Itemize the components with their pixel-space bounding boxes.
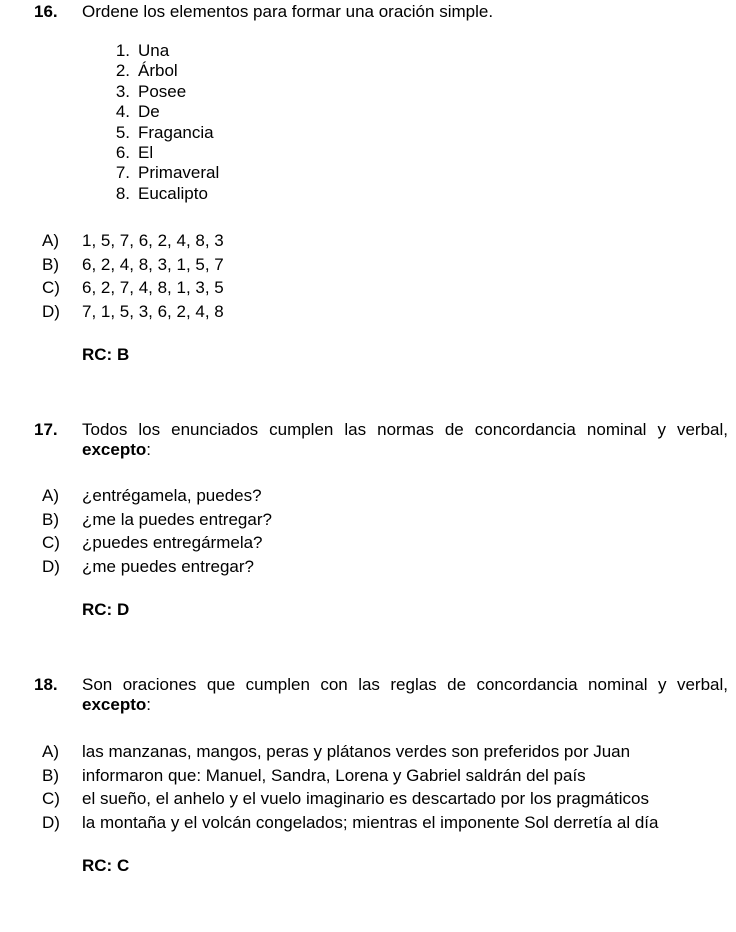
prompt-line: Son oraciones que cumplen con las reglas de concordancia nominal y verbal, [82, 675, 728, 694]
question-18-answer-key: RC: C [82, 856, 130, 875]
option-letter: B) [42, 765, 59, 785]
list-item [108, 143, 219, 163]
prompt-emphasis: excepto [82, 440, 147, 459]
question-16-items [108, 41, 219, 204]
question-16-options [42, 229, 224, 324]
option-text: ¿me la puedes entregar? [82, 509, 272, 529]
answer-option [42, 300, 224, 324]
option-letter: C) [42, 533, 60, 553]
question-prompt [82, 675, 728, 715]
item-label: De [138, 102, 160, 122]
option-text: ¿entrégamela, puedes? [82, 486, 262, 505]
item-number: 3. [115, 81, 130, 101]
option-letter: D) [42, 557, 60, 577]
item-number: 6. [115, 142, 130, 162]
list-item [108, 41, 219, 61]
answer-option [42, 811, 658, 835]
item-number: 8. [115, 183, 130, 203]
answer-option [42, 253, 224, 277]
list-item [108, 184, 219, 204]
list-item [108, 163, 219, 183]
item-label: El [138, 142, 154, 162]
prompt-suffix: : [146, 440, 151, 459]
item-label: Fragancia [138, 122, 214, 142]
question-number: 18. [34, 675, 58, 694]
list-item [108, 102, 219, 122]
option-text: 6, 2, 7, 4, 8, 1, 3, 5 [82, 278, 224, 298]
item-label: Posee [138, 81, 187, 101]
option-text: informaron que: Manuel, Sandra, Lorena y Gabriel saldrán del país [82, 765, 586, 785]
item-label: Una [138, 41, 170, 60]
option-letter: C) [42, 789, 60, 809]
option-letter: C) [42, 278, 60, 298]
option-text: la montaña y el volcán congelados; mientras el imponente Sol derretía al día [82, 813, 659, 833]
option-text: 7, 1, 5, 3, 6, 2, 4, 8 [82, 302, 224, 322]
question-number: 16. [34, 2, 58, 21]
prompt-line [82, 695, 728, 715]
option-text: ¿me puedes entregar? [82, 557, 254, 577]
answer-option [42, 276, 224, 300]
option-letter: D) [42, 813, 60, 833]
question-17-options [42, 484, 272, 579]
option-text: 6, 2, 4, 8, 3, 1, 5, 7 [82, 254, 224, 274]
question-17-answer-key: RC: D [82, 600, 130, 619]
answer-option [42, 740, 658, 764]
item-number: 5. [115, 122, 130, 142]
option-letter: B) [42, 509, 59, 529]
question-prompt [82, 420, 728, 460]
prompt-line: Todos los enunciados cumplen las normas de concordancia nominal y verbal, [82, 420, 728, 439]
option-letter: A) [42, 231, 59, 250]
answer-option [42, 229, 224, 253]
item-label: Eucalipto [138, 183, 208, 203]
answer-option [42, 531, 272, 555]
option-letter: A) [42, 742, 59, 761]
list-item [108, 123, 219, 143]
option-text: ¿puedes entregármela? [82, 533, 263, 553]
answer-option [42, 764, 658, 788]
option-text: 1, 5, 7, 6, 2, 4, 8, 3 [82, 231, 224, 250]
item-label: Árbol [138, 61, 178, 81]
option-letter: B) [42, 254, 59, 274]
option-letter: D) [42, 302, 60, 322]
item-number: 1. [115, 41, 130, 60]
option-letter: A) [42, 486, 59, 505]
answer-option [42, 787, 658, 811]
item-number: 2. [115, 61, 130, 81]
prompt-line [82, 440, 728, 460]
option-text: el sueño, el anhelo y el vuelo imaginario es descartado por los pragmáticos [82, 789, 649, 809]
list-item [108, 82, 219, 102]
question-18-options [42, 740, 658, 835]
item-label: Primaveral [138, 163, 220, 183]
answer-option [42, 484, 272, 508]
question-16-answer-key: RC: B [82, 345, 130, 364]
prompt-emphasis: excepto [82, 695, 147, 714]
item-number: 4. [115, 102, 130, 122]
question-prompt: Ordene los elementos para formar una oración simple. [82, 2, 494, 21]
question-number: 17. [34, 420, 58, 439]
answer-option [42, 555, 272, 579]
list-item [108, 61, 219, 81]
option-text: las manzanas, mangos, peras y plátanos verdes son preferidos por Juan [82, 742, 631, 761]
item-number: 7. [115, 163, 130, 183]
answer-option [42, 508, 272, 532]
prompt-suffix: : [146, 695, 151, 714]
